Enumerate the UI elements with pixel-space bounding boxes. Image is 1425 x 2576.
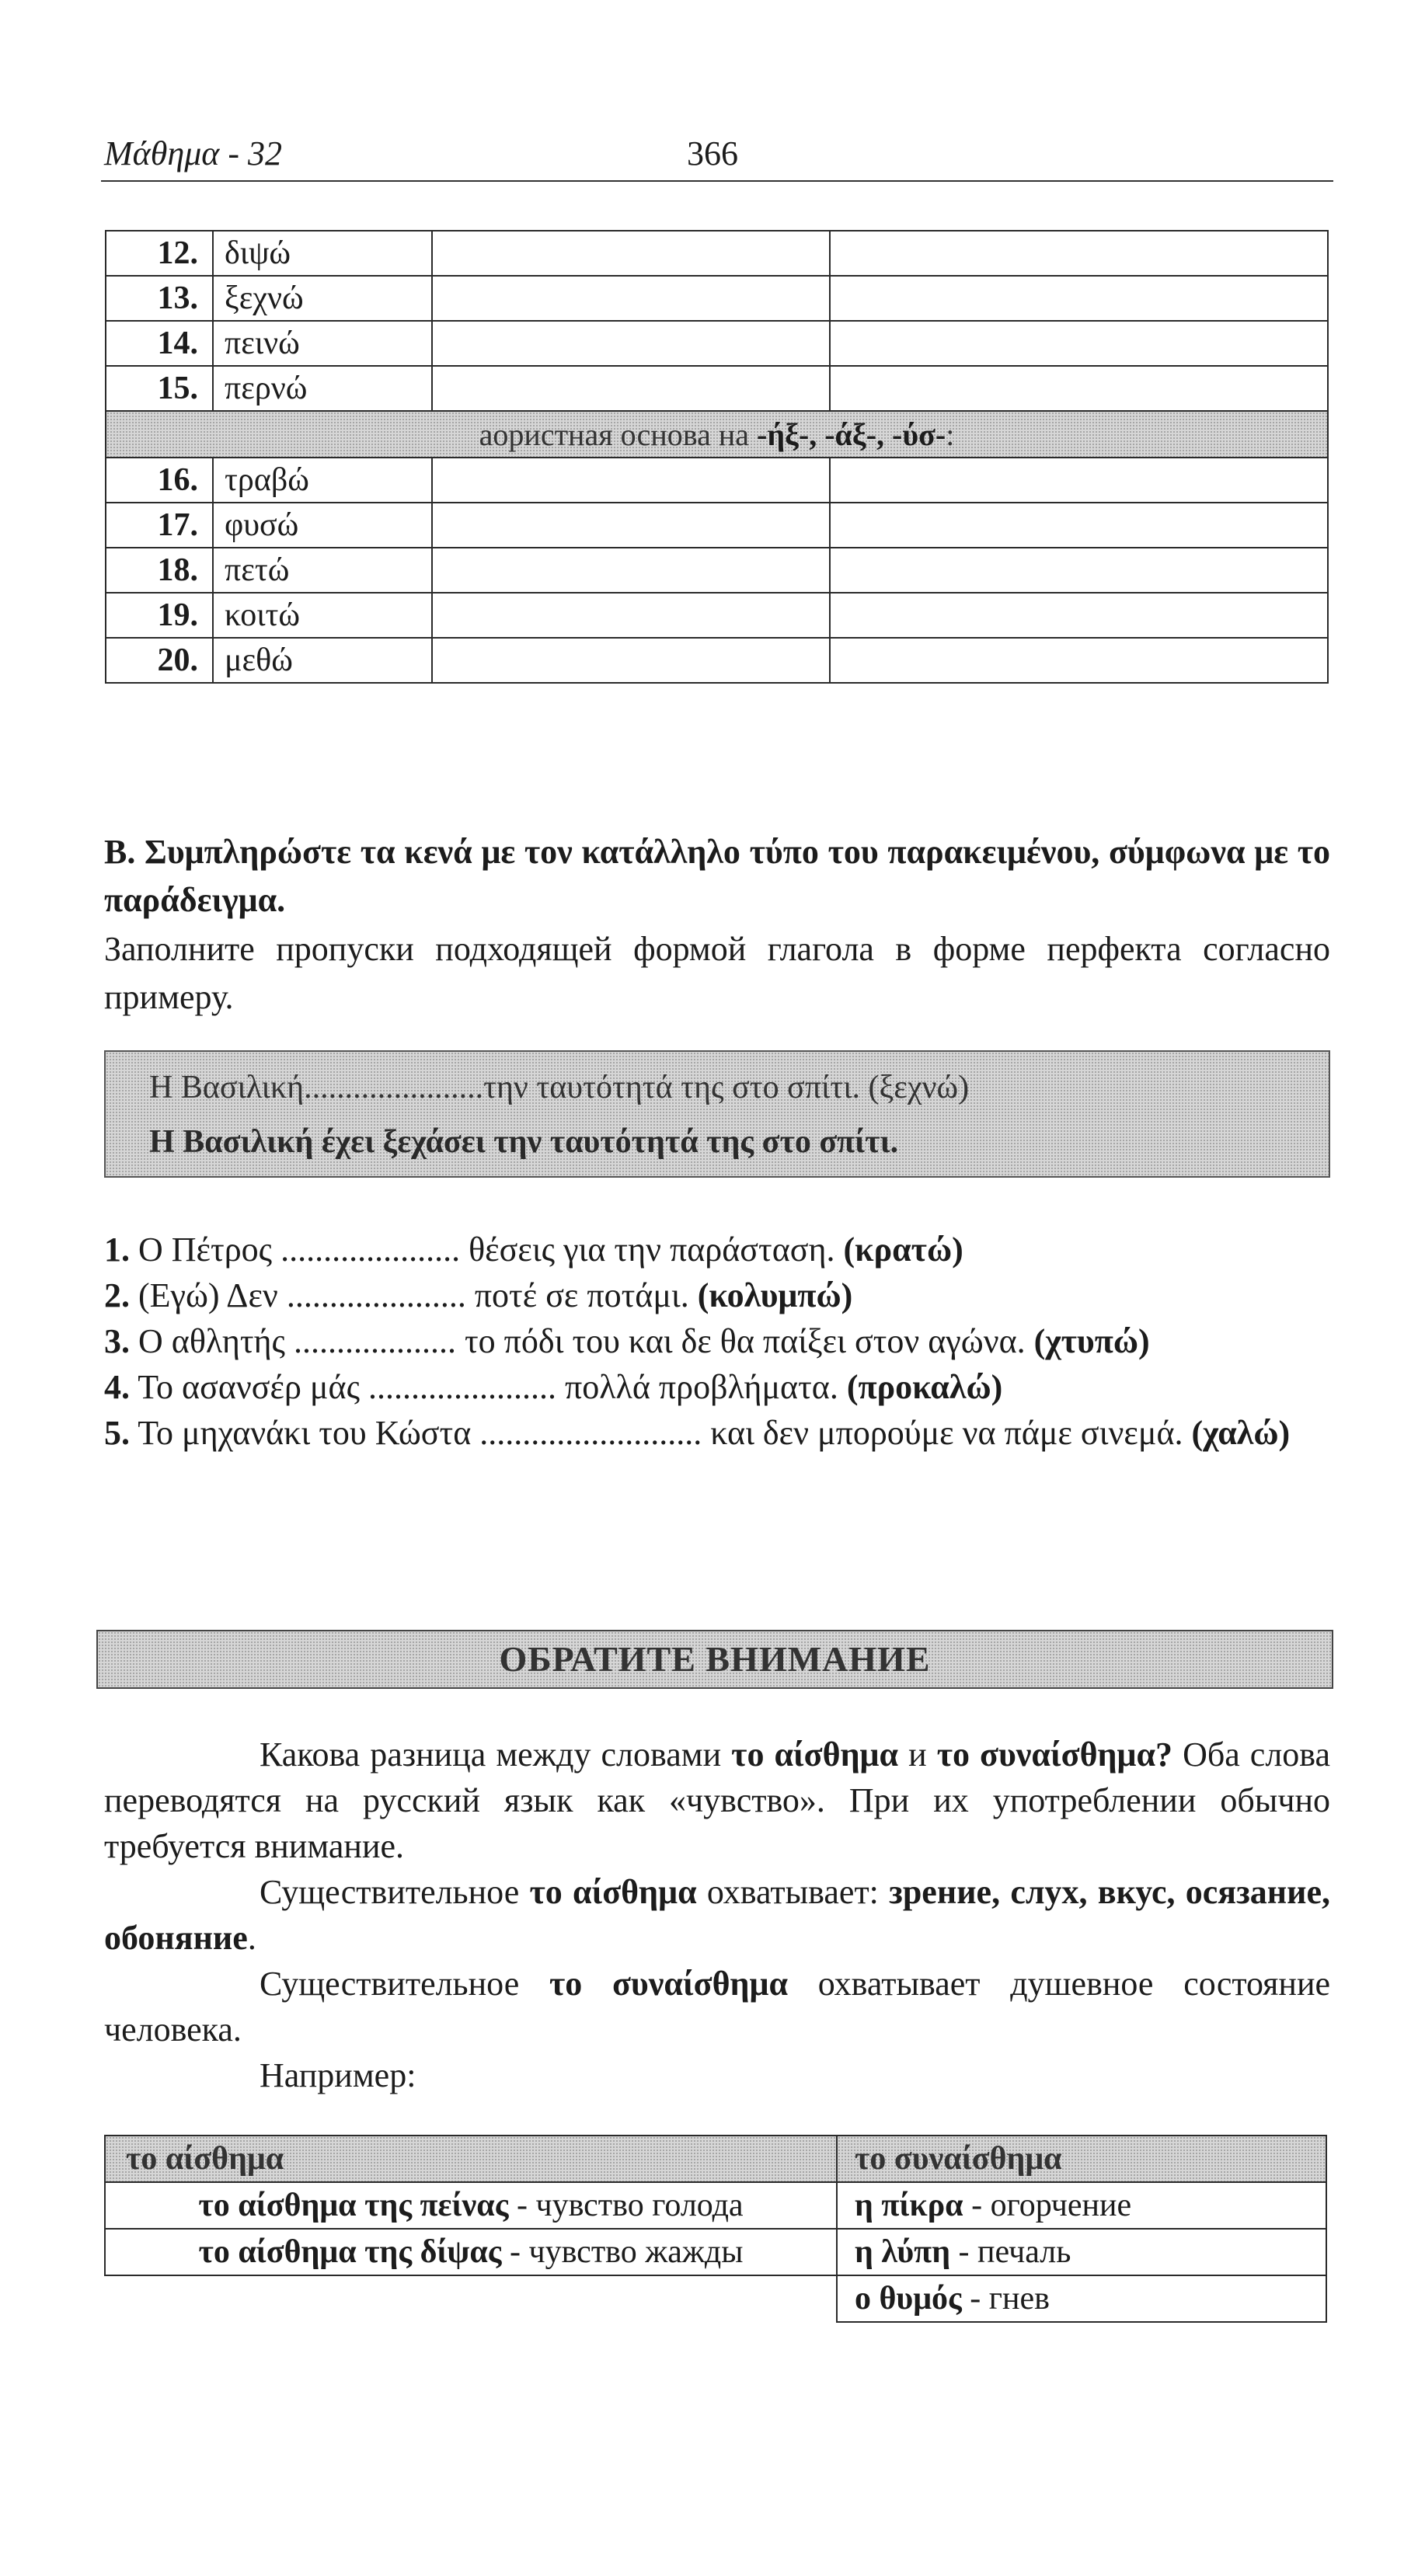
list-item <box>104 1273 1330 1319</box>
verb-cell: πεινώ <box>213 321 432 366</box>
greek-term: η λύπη <box>855 2234 951 2270</box>
table-cell <box>837 2275 1326 2322</box>
example-answer: Η Βασιλική έχει ξεχάσει την ταυτότητά της στο σπίτι. <box>149 1124 899 1160</box>
note-text: охватывает: <box>696 1872 890 1911</box>
verb-cell: διψώ <box>213 231 432 276</box>
comparison-table <box>104 2135 1327 2323</box>
note-text: Какова разница между словами <box>260 1735 732 1774</box>
note-text: . <box>247 1918 256 1957</box>
answer-cell[interactable] <box>830 593 1328 638</box>
separator-row <box>106 411 1328 458</box>
table-row <box>106 638 1328 683</box>
answer-cell[interactable] <box>432 276 830 321</box>
header-term: το αίσθημα <box>126 2141 284 2177</box>
empty-cell <box>105 2275 837 2322</box>
row-number: 16. <box>106 458 213 503</box>
answer-cell[interactable] <box>830 503 1328 548</box>
answer-cell[interactable] <box>432 593 830 638</box>
item-text: Το μηχανάκι του Κώστα .......................... και δεν μπορούμε να πάμε σινεμά. <box>130 1413 1192 1452</box>
answer-cell[interactable] <box>830 458 1328 503</box>
item-text: Ο αθλητής ................... το πόδι του και δε θα παίξει στον αγώνα. <box>130 1321 1034 1360</box>
notes-section <box>104 1732 1330 2099</box>
item-verb: (χαλώ) <box>1191 1413 1291 1452</box>
item-number: 2. <box>104 1276 130 1314</box>
row-number: 14. <box>106 321 213 366</box>
item-number: 3. <box>104 1321 130 1360</box>
note-text: Существительное <box>260 1872 530 1911</box>
item-number: 4. <box>104 1367 130 1406</box>
translation: - печаль <box>950 2234 1071 2270</box>
table-row <box>105 2275 1326 2322</box>
header-rule <box>101 180 1333 182</box>
item-text: (Εγώ) Δεν ..................... ποτέ σε ποτάμι. <box>130 1276 698 1314</box>
translation: - чувство голода <box>508 2188 744 2223</box>
verb-cell: φυσώ <box>213 503 432 548</box>
answer-cell[interactable] <box>432 231 830 276</box>
answer-cell[interactable] <box>432 503 830 548</box>
example-box <box>104 1050 1330 1178</box>
separator-cell <box>106 411 1328 458</box>
item-text: Το ασανσέρ μάς ...................... πολλά προβλήματα. <box>130 1367 847 1406</box>
table-cell <box>105 2229 837 2275</box>
note-text: Оба слова переводятся на русский язык как «чувство». При их употреблении обычно требуется внимание. <box>104 1735 1331 1865</box>
table-row <box>106 366 1328 411</box>
header-cell <box>105 2136 837 2182</box>
note-text: Существительное <box>260 1964 549 2003</box>
verb-cell: πετώ <box>213 548 432 593</box>
answer-cell[interactable] <box>830 321 1328 366</box>
section-b-instructions <box>104 828 1330 1022</box>
translation: - чувство жажды <box>501 2234 744 2270</box>
section-b-title-greek: Β. Συμπληρώστε τα κενά με τον κατάλληλο τύπο του παρακειμένου, σύμφωνα με το παράδειγμα. <box>104 833 1330 920</box>
answer-cell[interactable] <box>830 231 1328 276</box>
example-prompt: Η Βασιλική......................την ταυτότητά της στο σπίτι. (ξεχνώ) <box>149 1070 970 1105</box>
table-row <box>105 2182 1326 2229</box>
answer-cell[interactable] <box>830 276 1328 321</box>
note-paragraph <box>104 1962 1330 2053</box>
verb-cell: κοιτώ <box>213 593 432 638</box>
separator-suffix: : <box>946 416 955 452</box>
answer-cell[interactable] <box>432 548 830 593</box>
table-row <box>105 2229 1326 2275</box>
answer-cell[interactable] <box>432 321 830 366</box>
note-paragraph <box>104 1732 1330 1870</box>
item-text: Ο Πέτρος ..................... θέσεις για την παράσταση. <box>130 1231 844 1269</box>
page-number: 366 <box>687 134 738 172</box>
list-item <box>104 1411 1330 1457</box>
table-cell <box>105 2182 837 2229</box>
table-row <box>106 276 1328 321</box>
verb-cell: μεθώ <box>213 638 432 683</box>
note-term: το αίσθημα <box>731 1735 899 1774</box>
verb-cell: τραβώ <box>213 458 432 503</box>
note-term: зрение, слух, вкус, осязание, обоняние <box>104 1872 1330 1957</box>
table-row <box>106 458 1328 503</box>
lesson-label: Μάθημα - 32 <box>104 134 283 172</box>
table-header-row <box>105 2136 1326 2182</box>
item-verb: (προκαλώ) <box>846 1367 1003 1406</box>
table-row <box>106 321 1328 366</box>
table-cell <box>837 2182 1326 2229</box>
item-number: 1. <box>104 1231 130 1269</box>
verb-cell: περνώ <box>213 366 432 411</box>
section-b-title-russian: Заполните пропуски подходящей формой глагола в форме перфекта согласно примеру. <box>104 929 1330 1017</box>
item-verb: (χτυπώ) <box>1033 1321 1150 1360</box>
answer-cell[interactable] <box>432 638 830 683</box>
row-number: 13. <box>106 276 213 321</box>
note-term: το συναίσθημα <box>549 1964 789 2003</box>
answer-cell[interactable] <box>830 548 1328 593</box>
table-cell <box>837 2229 1326 2275</box>
item-verb: (κρατώ) <box>843 1231 963 1269</box>
answer-cell[interactable] <box>432 366 830 411</box>
header-cell <box>837 2136 1326 2182</box>
row-number: 15. <box>106 366 213 411</box>
note-term: το αίσθημα <box>529 1872 697 1911</box>
greek-term: το αίσθημα της πείνας <box>198 2188 509 2223</box>
separator-endings: -ήξ-, -άξ-, -ύσ- <box>757 416 946 452</box>
answer-cell[interactable] <box>830 638 1328 683</box>
row-number: 19. <box>106 593 213 638</box>
header-term: το συναίσθημα <box>855 2141 1062 2177</box>
separator-prefix: аористная основа на <box>479 416 758 452</box>
answer-cell[interactable] <box>432 458 830 503</box>
greek-term: ο θυμός <box>855 2281 962 2317</box>
translation: - гнев <box>961 2281 1050 2317</box>
note-example-label: Например: <box>260 2056 416 2094</box>
verbs-table <box>105 230 1329 684</box>
note-term: το συναίσθημα? <box>936 1735 1173 1774</box>
item-number: 5. <box>104 1413 130 1452</box>
list-item <box>104 1319 1330 1365</box>
table-row <box>106 503 1328 548</box>
list-item <box>104 1227 1330 1273</box>
note-text: охватывает душевное состояние человека. <box>104 1964 1331 2049</box>
row-number: 17. <box>106 503 213 548</box>
note-text: и <box>898 1735 937 1774</box>
translation: - огорчение <box>963 2188 1132 2223</box>
greek-term: το αίσθημα της δίψας <box>198 2234 502 2270</box>
table-row <box>106 231 1328 276</box>
table-row <box>106 593 1328 638</box>
attention-banner <box>96 1630 1333 1689</box>
verb-cell: ξεχνώ <box>213 276 432 321</box>
item-verb: (κολυμπώ) <box>697 1276 853 1314</box>
row-number: 18. <box>106 548 213 593</box>
table-row <box>106 548 1328 593</box>
exercise-list <box>104 1227 1330 1457</box>
note-paragraph <box>104 1870 1330 1962</box>
attention-title: ОБРАТИТЕ ВНИМАНИЕ <box>499 1639 931 1679</box>
row-number: 12. <box>106 231 213 276</box>
greek-term: η πίκρα <box>855 2188 963 2223</box>
answer-cell[interactable] <box>830 366 1328 411</box>
list-item <box>104 1365 1330 1411</box>
row-number: 20. <box>106 638 213 683</box>
